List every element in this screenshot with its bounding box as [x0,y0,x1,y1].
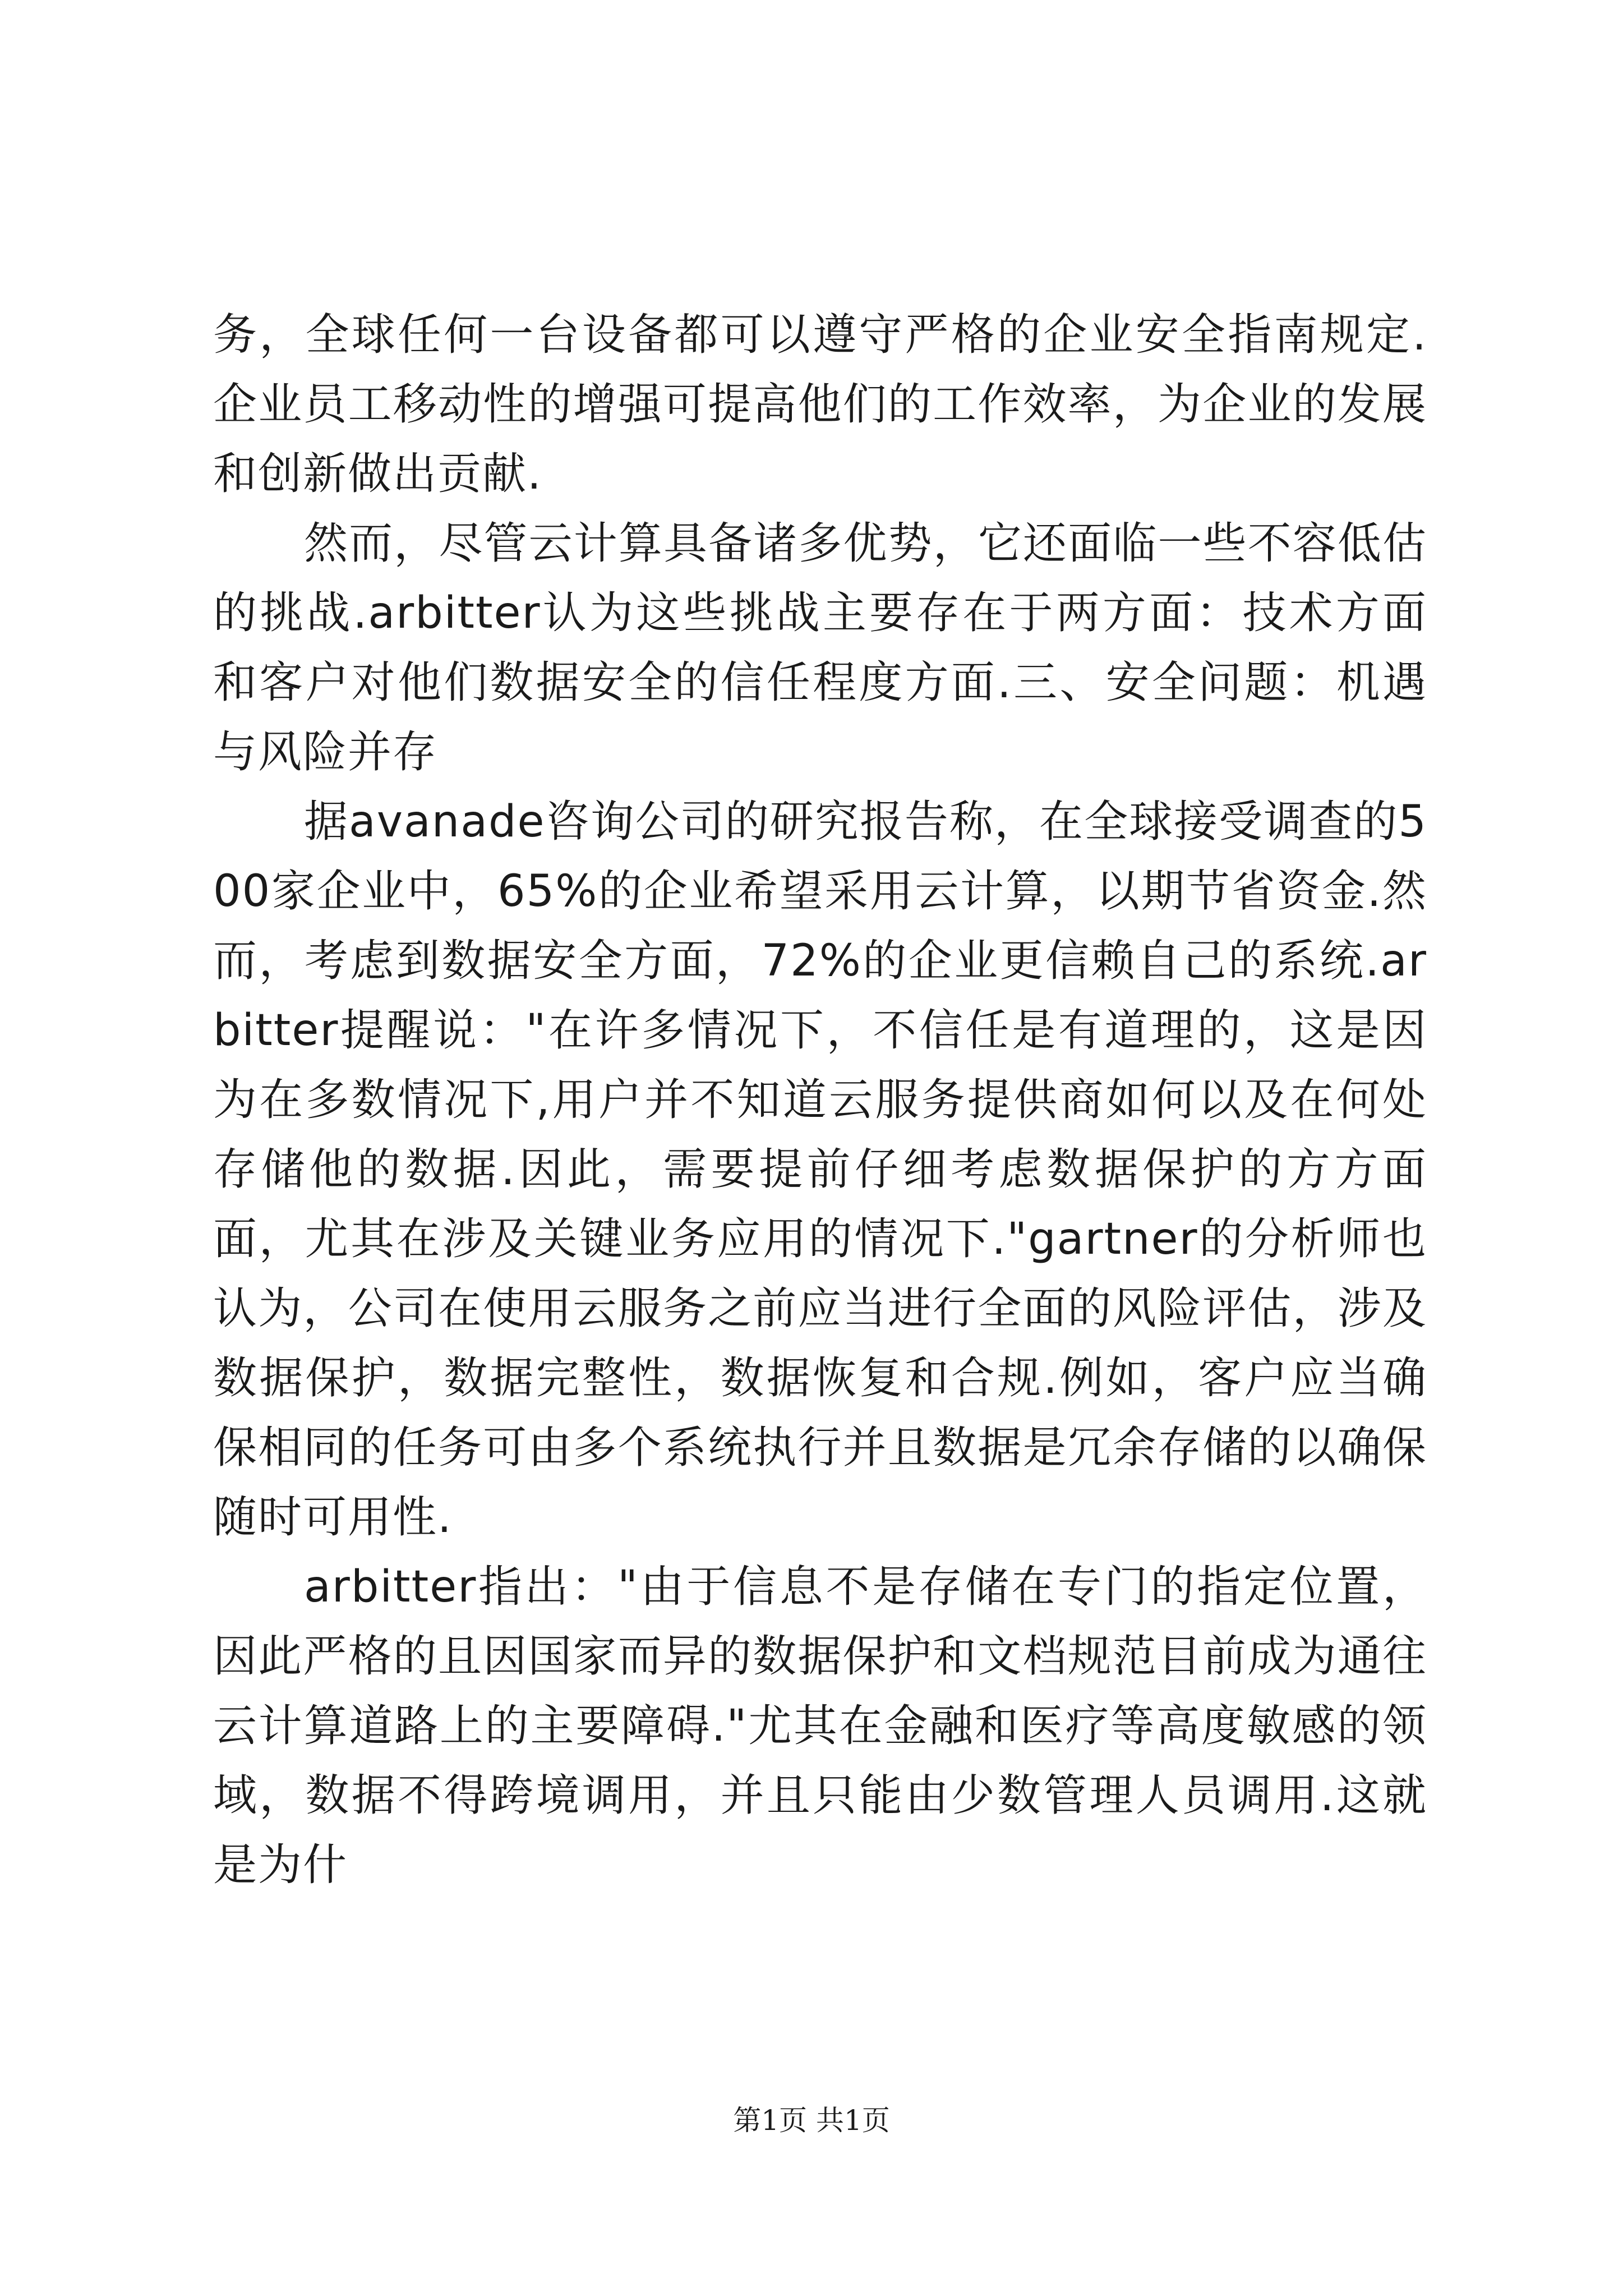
document-body [213,300,1427,1900]
page-footer: 第1页 共1页 [733,2104,890,2137]
paragraph-3: 据avanade咨询公司的研究报告称，在全球接受调查的500家企业中，65%的企业希望采用云计算，以期节省资金.然而，考虑到数据安全方面，72%的企业更信赖自己的系统.arbitter提醒说："在许多情况下，不信任是有道理的，这是因为在多数情况下,用户并不知道云服务提供商如何以及在何处存储他的数据.因此，需要提前仔细考虑数据保护的方方面面，尤其在涉及关键业务应用的情况下."gartner的分析师也认为，公司在使用云服务之前应当进行全面的风险评估，涉及数据保护，数据完整性，数据恢复和合规.例如，客户应当确保相同的任务可由多个系统执行并且数据是冗余存储的以确保随时可用性. [213,797,1427,1543]
paragraph-1: 务，全球任何一台设备都可以遵守严格的企业安全指南规定.企业员工移动性的增强可提高他们的工作效率，为企业的发展和创新做出贡献. [213,310,1427,499]
paragraph-2: 然而，尽管云计算具备诸多优势，它还面临一些不容低估的挑战.arbitter认为这些挑战主要存在于两方面：技术方面和客户对他们数据安全的信任程度方面.三、安全问题：机遇与风险并存 [213,518,1427,777]
paragraph-4: arbitter指出："由于信息不是存储在专门的指定位置，因此严格的且因国家而异的数据保护和文档规范目前成为通往云计算道路上的主要障碍."尤其在金融和医疗等高度敏感的领域，数据不得跨境调用，并且只能由少数管理人员调用.这就是为什 [213,1562,1427,1890]
